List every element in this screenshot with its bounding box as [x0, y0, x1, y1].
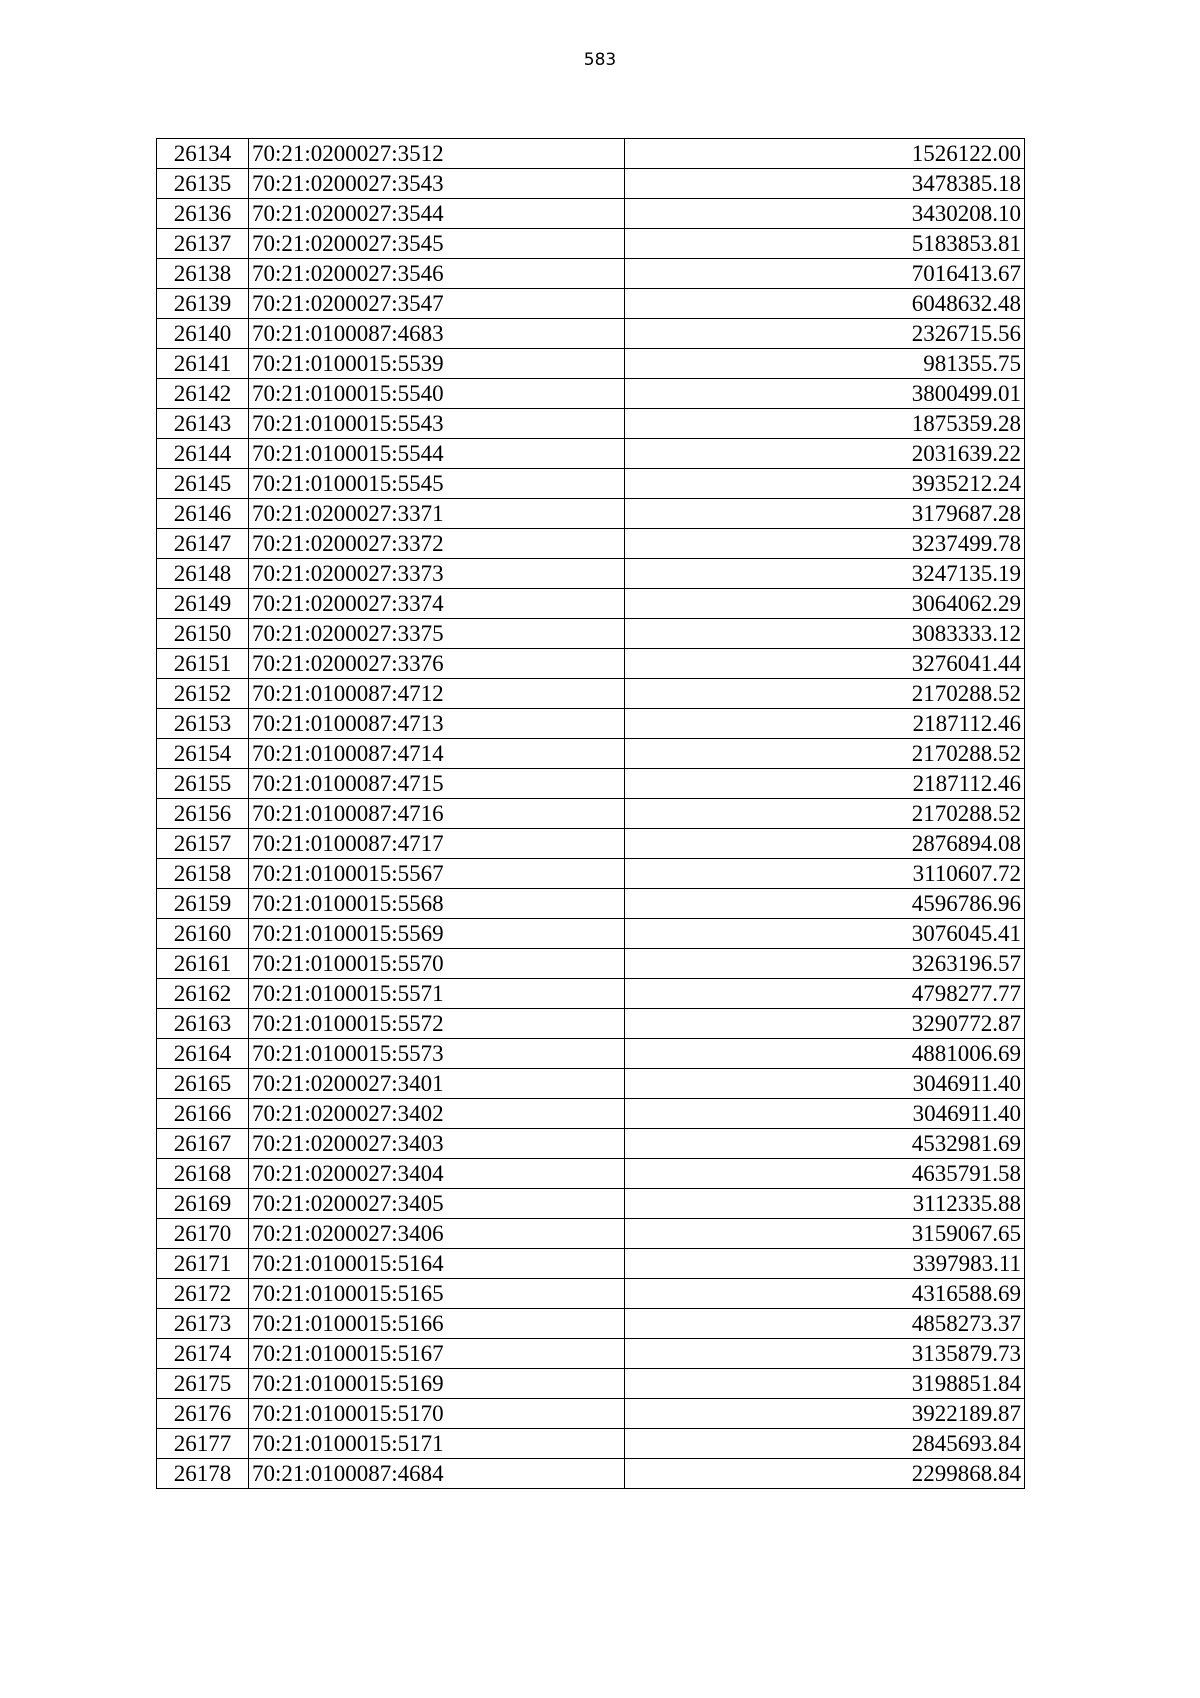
- row-number: 26175: [157, 1369, 249, 1399]
- table-row: [157, 289, 1025, 319]
- table-row: [157, 1459, 1025, 1489]
- table-row: [157, 859, 1025, 889]
- cadastral-number: 70:21:0200027:3376: [249, 649, 625, 679]
- table-row: [157, 589, 1025, 619]
- cadastral-value: 3397983.11: [625, 1249, 1025, 1279]
- table-row: [157, 1039, 1025, 1069]
- cadastral-value: 4881006.69: [625, 1039, 1025, 1069]
- cadastral-value: 4798277.77: [625, 979, 1025, 1009]
- row-number: 26176: [157, 1399, 249, 1429]
- cadastral-value-table: [156, 138, 1025, 1489]
- cadastral-value: 3179687.28: [625, 499, 1025, 529]
- table-row: [157, 1159, 1025, 1189]
- cadastral-number: 70:21:0100015:5572: [249, 1009, 625, 1039]
- row-number: 26143: [157, 409, 249, 439]
- row-number: 26156: [157, 799, 249, 829]
- row-number: 26147: [157, 529, 249, 559]
- cadastral-value: 2187112.46: [625, 769, 1025, 799]
- table-row: [157, 769, 1025, 799]
- row-number: 26168: [157, 1159, 249, 1189]
- cadastral-number: 70:21:0200027:3543: [249, 169, 625, 199]
- cadastral-number: 70:21:0200027:3373: [249, 559, 625, 589]
- cadastral-number: 70:21:0100015:5543: [249, 409, 625, 439]
- cadastral-number: 70:21:0100015:5545: [249, 469, 625, 499]
- cadastral-number: 70:21:0200027:3512: [249, 139, 625, 169]
- cadastral-number: 70:21:0100015:5573: [249, 1039, 625, 1069]
- table-row: [157, 1189, 1025, 1219]
- cadastral-value: 2170288.52: [625, 799, 1025, 829]
- table-row: [157, 409, 1025, 439]
- row-number: 26160: [157, 919, 249, 949]
- table-row: [157, 259, 1025, 289]
- cadastral-number: 70:21:0100015:5167: [249, 1339, 625, 1369]
- row-number: 26144: [157, 439, 249, 469]
- row-number: 26165: [157, 1069, 249, 1099]
- cadastral-number: 70:21:0200027:3547: [249, 289, 625, 319]
- row-number: 26142: [157, 379, 249, 409]
- row-number: 26166: [157, 1099, 249, 1129]
- row-number: 26141: [157, 349, 249, 379]
- table-row: [157, 1429, 1025, 1459]
- table-row: [157, 139, 1025, 169]
- cadastral-number: 70:21:0100015:5569: [249, 919, 625, 949]
- cadastral-value: 5183853.81: [625, 229, 1025, 259]
- table-row: [157, 319, 1025, 349]
- cadastral-value: 6048632.48: [625, 289, 1025, 319]
- row-number: 26139: [157, 289, 249, 319]
- row-number: 26153: [157, 709, 249, 739]
- cadastral-value: 3276041.44: [625, 649, 1025, 679]
- cadastral-number: 70:21:0200027:3372: [249, 529, 625, 559]
- table-row: [157, 349, 1025, 379]
- cadastral-number: 70:21:0100087:4714: [249, 739, 625, 769]
- table-row: [157, 1309, 1025, 1339]
- table-row: [157, 379, 1025, 409]
- row-number: 26178: [157, 1459, 249, 1489]
- cadastral-value: 3110607.72: [625, 859, 1025, 889]
- cadastral-number: 70:21:0100015:5567: [249, 859, 625, 889]
- row-number: 26162: [157, 979, 249, 1009]
- row-number: 26155: [157, 769, 249, 799]
- row-number: 26151: [157, 649, 249, 679]
- cadastral-number: 70:21:0100087:4717: [249, 829, 625, 859]
- row-number: 26145: [157, 469, 249, 499]
- table-row: [157, 799, 1025, 829]
- row-number: 26140: [157, 319, 249, 349]
- row-number: 26167: [157, 1129, 249, 1159]
- table-row: [157, 169, 1025, 199]
- table-row: [157, 229, 1025, 259]
- cadastral-number: 70:21:0100015:5164: [249, 1249, 625, 1279]
- row-number: 26174: [157, 1339, 249, 1369]
- table-row: [157, 1399, 1025, 1429]
- cadastral-number: 70:21:0100015:5539: [249, 349, 625, 379]
- cadastral-value: 4596786.96: [625, 889, 1025, 919]
- row-number: 26164: [157, 1039, 249, 1069]
- row-number: 26177: [157, 1429, 249, 1459]
- cadastral-number: 70:21:0100087:4712: [249, 679, 625, 709]
- table-row: [157, 469, 1025, 499]
- cadastral-value: 3478385.18: [625, 169, 1025, 199]
- cadastral-value: 2845693.84: [625, 1429, 1025, 1459]
- table-row: [157, 919, 1025, 949]
- table-row: [157, 1099, 1025, 1129]
- row-number: 26150: [157, 619, 249, 649]
- table-row: [157, 709, 1025, 739]
- cadastral-value: 3430208.10: [625, 199, 1025, 229]
- cadastral-value: 3083333.12: [625, 619, 1025, 649]
- cadastral-number: 70:21:0200027:3405: [249, 1189, 625, 1219]
- cadastral-number: 70:21:0200027:3401: [249, 1069, 625, 1099]
- cadastral-number: 70:21:0200027:3545: [249, 229, 625, 259]
- cadastral-number: 70:21:0100015:5568: [249, 889, 625, 919]
- table-row: [157, 1249, 1025, 1279]
- cadastral-value: 2031639.22: [625, 439, 1025, 469]
- table-row: [157, 1129, 1025, 1159]
- cadastral-number: 70:21:0100015:5570: [249, 949, 625, 979]
- cadastral-value: 3064062.29: [625, 589, 1025, 619]
- table-row: [157, 649, 1025, 679]
- cadastral-value: 2170288.52: [625, 739, 1025, 769]
- cadastral-value: 2170288.52: [625, 679, 1025, 709]
- cadastral-number: 70:21:0100015:5171: [249, 1429, 625, 1459]
- cadastral-value: 3922189.87: [625, 1399, 1025, 1429]
- row-number: 26134: [157, 139, 249, 169]
- cadastral-value: 3076045.41: [625, 919, 1025, 949]
- cadastral-number: 70:21:0200027:3403: [249, 1129, 625, 1159]
- cadastral-number: 70:21:0100015:5166: [249, 1309, 625, 1339]
- cadastral-number: 70:21:0100087:4715: [249, 769, 625, 799]
- table-row: [157, 1219, 1025, 1249]
- cadastral-number: 70:21:0100015:5169: [249, 1369, 625, 1399]
- row-number: 26159: [157, 889, 249, 919]
- row-number: 26154: [157, 739, 249, 769]
- cadastral-number: 70:21:0100015:5544: [249, 439, 625, 469]
- cadastral-value: 3112335.88: [625, 1189, 1025, 1219]
- row-number: 26161: [157, 949, 249, 979]
- cadastral-number: 70:21:0200027:3371: [249, 499, 625, 529]
- cadastral-value: 2326715.56: [625, 319, 1025, 349]
- cadastral-number: 70:21:0100015:5540: [249, 379, 625, 409]
- cadastral-number: 70:21:0100087:4716: [249, 799, 625, 829]
- cadastral-value: 4635791.58: [625, 1159, 1025, 1189]
- cadastral-value: 3046911.40: [625, 1069, 1025, 1099]
- cadastral-value: 3198851.84: [625, 1369, 1025, 1399]
- cadastral-value: 3263196.57: [625, 949, 1025, 979]
- cadastral-value: 3046911.40: [625, 1099, 1025, 1129]
- cadastral-number: 70:21:0200027:3404: [249, 1159, 625, 1189]
- page-number: 583: [583, 50, 617, 70]
- cadastral-value: 1875359.28: [625, 409, 1025, 439]
- cadastral-value: 3159067.65: [625, 1219, 1025, 1249]
- cadastral-value: 3135879.73: [625, 1339, 1025, 1369]
- row-number: 26148: [157, 559, 249, 589]
- cadastral-value: 3237499.78: [625, 529, 1025, 559]
- cadastral-value: 3247135.19: [625, 559, 1025, 589]
- table-row: [157, 1069, 1025, 1099]
- cadastral-value: 4858273.37: [625, 1309, 1025, 1339]
- table-row: [157, 559, 1025, 589]
- row-number: 26146: [157, 499, 249, 529]
- table-row: [157, 739, 1025, 769]
- row-number: 26149: [157, 589, 249, 619]
- table-body: [157, 139, 1025, 1489]
- cadastral-value: 4532981.69: [625, 1129, 1025, 1159]
- row-number: 26173: [157, 1309, 249, 1339]
- table-row: [157, 889, 1025, 919]
- cadastral-number: 70:21:0200027:3406: [249, 1219, 625, 1249]
- table-row: [157, 1009, 1025, 1039]
- cadastral-number: 70:21:0200027:3374: [249, 589, 625, 619]
- cadastral-number: 70:21:0100015:5571: [249, 979, 625, 1009]
- cadastral-value: 3800499.01: [625, 379, 1025, 409]
- cadastral-value: 1526122.00: [625, 139, 1025, 169]
- cadastral-number: 70:21:0100087:4684: [249, 1459, 625, 1489]
- cadastral-number: 70:21:0100015:5165: [249, 1279, 625, 1309]
- table-row: [157, 679, 1025, 709]
- table-row: [157, 979, 1025, 1009]
- row-number: 26158: [157, 859, 249, 889]
- table-row: [157, 529, 1025, 559]
- cadastral-number: 70:21:0200027:3402: [249, 1099, 625, 1129]
- table-row: [157, 1279, 1025, 1309]
- table-row: [157, 949, 1025, 979]
- table-row: [157, 439, 1025, 469]
- cadastral-number: 70:21:0100015:5170: [249, 1399, 625, 1429]
- row-number: 26169: [157, 1189, 249, 1219]
- table-row: [157, 829, 1025, 859]
- cadastral-value: 981355.75: [625, 349, 1025, 379]
- row-number: 26137: [157, 229, 249, 259]
- cadastral-number: 70:21:0200027:3546: [249, 259, 625, 289]
- row-number: 26172: [157, 1279, 249, 1309]
- row-number: 26157: [157, 829, 249, 859]
- table-row: [157, 619, 1025, 649]
- cadastral-number: 70:21:0200027:3375: [249, 619, 625, 649]
- cadastral-value: 3935212.24: [625, 469, 1025, 499]
- cadastral-value: 2187112.46: [625, 709, 1025, 739]
- cadastral-value: 7016413.67: [625, 259, 1025, 289]
- row-number: 26138: [157, 259, 249, 289]
- row-number: 26171: [157, 1249, 249, 1279]
- row-number: 26135: [157, 169, 249, 199]
- cadastral-value: 4316588.69: [625, 1279, 1025, 1309]
- row-number: 26152: [157, 679, 249, 709]
- cadastral-value: 2876894.08: [625, 829, 1025, 859]
- row-number: 26163: [157, 1009, 249, 1039]
- row-number: 26136: [157, 199, 249, 229]
- cadastral-value: 2299868.84: [625, 1459, 1025, 1489]
- table-row: [157, 1369, 1025, 1399]
- table-row: [157, 199, 1025, 229]
- table-row: [157, 499, 1025, 529]
- table-row: [157, 1339, 1025, 1369]
- cadastral-value: 3290772.87: [625, 1009, 1025, 1039]
- cadastral-number: 70:21:0100087:4683: [249, 319, 625, 349]
- cadastral-number: 70:21:0200027:3544: [249, 199, 625, 229]
- cadastral-number: 70:21:0100087:4713: [249, 709, 625, 739]
- row-number: 26170: [157, 1219, 249, 1249]
